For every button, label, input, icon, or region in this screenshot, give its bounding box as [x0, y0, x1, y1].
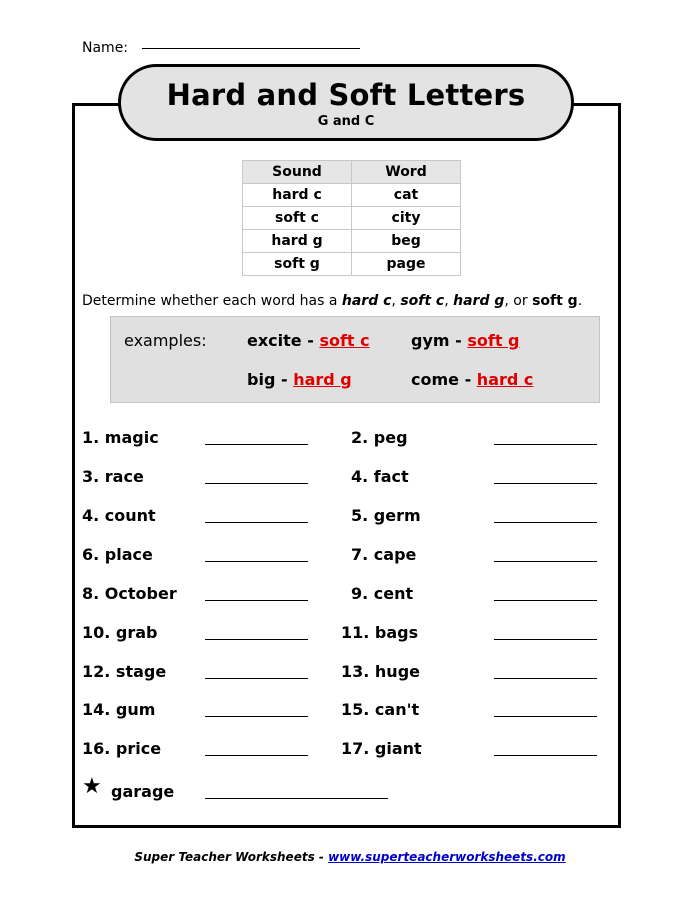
table-header-row: [243, 161, 461, 184]
question-label: 2. peg: [351, 428, 408, 447]
footer: [0, 850, 700, 864]
table-cell-sound: soft g: [243, 253, 352, 276]
title-banner: [118, 64, 574, 141]
answer-blank[interactable]: [494, 755, 597, 756]
example-item: [411, 370, 533, 389]
table-header-sound: Sound: [243, 161, 352, 184]
bonus-answer-blank[interactable]: [205, 798, 388, 799]
name-row: [82, 40, 360, 56]
bonus-word: garage: [111, 782, 175, 801]
question-label: 4. count: [82, 506, 156, 525]
answer-blank[interactable]: [494, 483, 597, 484]
table-header-word: Word: [352, 161, 461, 184]
question-label: 5. germ: [351, 506, 421, 525]
table-cell-sound: soft c: [243, 207, 352, 230]
question-label: 11. bags: [341, 623, 419, 642]
table-row: [243, 253, 461, 276]
instructions-or: , or: [504, 293, 533, 309]
table-cell-word: city: [352, 207, 461, 230]
example-answer: hard c: [476, 370, 534, 389]
answer-blank[interactable]: [205, 561, 308, 562]
table-cell-word: page: [352, 253, 461, 276]
page-title: Hard and Soft Letters: [166, 78, 526, 112]
instructions-comma: ,: [444, 293, 454, 309]
sound-word-table: [242, 160, 461, 276]
answer-blank[interactable]: [205, 600, 308, 601]
instructions-prefix: Determine whether each word has a: [82, 293, 342, 309]
table-cell-word: beg: [352, 230, 461, 253]
example-word: gym -: [411, 331, 462, 350]
table-cell-sound: hard g: [243, 230, 352, 253]
example-answer: hard g: [293, 370, 352, 389]
term-soft-c: soft c: [400, 293, 445, 309]
table-cell-word: cat: [352, 184, 461, 207]
example-word: big -: [247, 370, 288, 389]
question-label: 13. huge: [341, 662, 420, 681]
answer-blank[interactable]: [494, 522, 597, 523]
example-item: [247, 331, 370, 350]
answer-blank[interactable]: [494, 600, 597, 601]
table-row: [243, 230, 461, 253]
table-row: [243, 184, 461, 207]
answer-blank[interactable]: [205, 483, 308, 484]
answer-blank[interactable]: [494, 716, 597, 717]
footer-brand: Super Teacher Worksheets -: [134, 850, 329, 864]
instructions-end: .: [577, 293, 583, 309]
example-item: [411, 331, 520, 350]
term-hard-g: hard g: [453, 293, 505, 309]
answer-blank[interactable]: [205, 639, 308, 640]
question-label: 10. grab: [82, 623, 158, 642]
examples-box: [110, 316, 600, 403]
answer-blank[interactable]: [205, 678, 308, 679]
answer-blank[interactable]: [494, 561, 597, 562]
star-icon: ★: [82, 774, 102, 799]
answer-blank[interactable]: [205, 716, 308, 717]
page-subtitle: G and C: [317, 114, 375, 129]
example-answer: soft g: [467, 331, 520, 350]
name-blank[interactable]: [142, 48, 360, 49]
term-hard-c: hard c: [341, 293, 392, 309]
answer-blank[interactable]: [205, 522, 308, 523]
question-label: 9. cent: [351, 584, 414, 603]
question-label: 17. giant: [341, 739, 422, 758]
footer-link[interactable]: www.superteacherworksheets.com: [328, 850, 566, 864]
instructions-comma: ,: [391, 293, 401, 309]
instructions: [82, 293, 582, 309]
question-label: 4. fact: [351, 467, 409, 486]
answer-blank[interactable]: [494, 639, 597, 640]
question-label: 16. price: [82, 739, 162, 758]
answer-blank[interactable]: [494, 678, 597, 679]
question-label: 14. gum: [82, 700, 156, 719]
examples-label: examples:: [124, 331, 207, 350]
term-soft-g: soft g: [532, 293, 578, 309]
table-cell-sound: hard c: [243, 184, 352, 207]
question-label: 8. October: [82, 584, 177, 603]
answer-blank[interactable]: [205, 444, 308, 445]
answer-blank[interactable]: [494, 444, 597, 445]
example-answer: soft c: [319, 331, 370, 350]
answer-blank[interactable]: [205, 755, 308, 756]
question-label: 1. magic: [82, 428, 159, 447]
example-word: excite -: [247, 331, 314, 350]
table-row: [243, 207, 461, 230]
example-word: come -: [411, 370, 472, 389]
example-item: [247, 370, 352, 389]
question-label: 7. cape: [351, 545, 417, 564]
question-label: 15. can't: [341, 700, 420, 719]
question-label: 12. stage: [82, 662, 167, 681]
question-label: 6. place: [82, 545, 153, 564]
name-label: Name:: [82, 40, 129, 56]
question-label: 3. race: [82, 467, 144, 486]
